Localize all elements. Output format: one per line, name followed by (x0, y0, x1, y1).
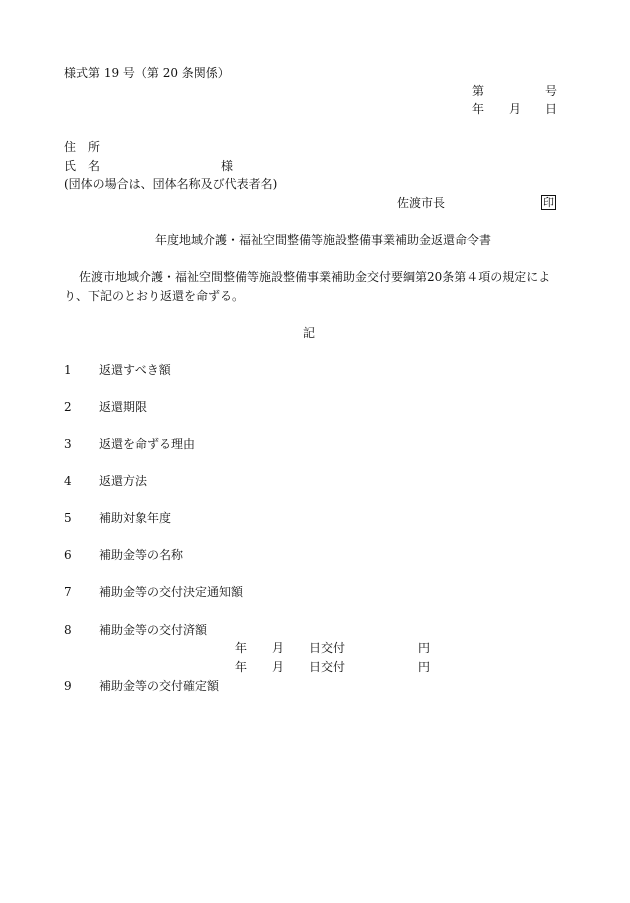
payment-1-yen: 円 (418, 641, 431, 655)
payment-2-month: 月 (272, 660, 285, 674)
date-year: 年 (472, 102, 485, 116)
name-label: 氏 名 (64, 159, 101, 173)
item-number: 1 (64, 363, 72, 377)
payment-1-month: 月 (272, 641, 285, 655)
payment-2-year: 年 (235, 660, 248, 674)
payment-2-day: 日交付 (309, 660, 346, 674)
seal-mark: 印 (543, 196, 554, 209)
item-number: 6 (64, 548, 72, 562)
item-number: 4 (64, 474, 72, 488)
item-1 (64, 363, 171, 377)
item-3 (64, 437, 195, 451)
item-label: 返還期限 (99, 400, 148, 414)
item-5 (64, 511, 171, 525)
item-label: 補助金等の交付済額 (99, 623, 208, 637)
payment-1-year: 年 (235, 641, 248, 655)
item-9 (64, 679, 219, 693)
item-label: 返還すべき額 (99, 363, 171, 377)
payment-1-day: 日交付 (309, 641, 346, 655)
item-8 (64, 623, 207, 637)
item-label: 補助金等の名称 (99, 548, 184, 562)
document-number-suffix: 号 (545, 84, 558, 98)
body-line-1: 佐渡市地域介護・福祉空間整備等施設整備事業補助金交付要綱第20条第４項の規定によ (79, 270, 551, 284)
item-label: 返還方法 (99, 474, 148, 488)
date-day: 日 (545, 102, 558, 116)
payment-2-yen: 円 (418, 660, 431, 674)
ki-heading: 記 (303, 326, 316, 340)
item-6 (64, 548, 183, 562)
date-month: 月 (509, 102, 522, 116)
item-number: 9 (64, 679, 72, 693)
address-label: 住 所 (64, 140, 101, 154)
honorific: 様 (221, 159, 234, 173)
document-number-prefix: 第 (472, 84, 485, 98)
item-number: 5 (64, 511, 72, 525)
item-number: 2 (64, 400, 72, 414)
item-label: 補助対象年度 (99, 511, 172, 525)
item-number: 3 (64, 437, 72, 451)
body-line-2: り、下記のとおり返還を命ずる。 (64, 289, 245, 303)
item-number: 7 (64, 585, 72, 599)
item-2 (64, 400, 147, 414)
issuer-title: 佐渡市長 (397, 196, 446, 210)
item-number: 8 (64, 623, 72, 637)
item-label: 補助金等の交付決定通知額 (99, 585, 244, 599)
item-4 (64, 474, 147, 488)
item-label: 返還を命ずる理由 (99, 437, 196, 451)
item-label: 補助金等の交付確定額 (99, 679, 220, 693)
group-note: (団体の場合は、団体名称及び代表者名) (64, 177, 278, 191)
document-title: 年度地域介護・福祉空間整備等施設整備事業補助金返還命令書 (155, 233, 492, 247)
form-number: 様式第 19 号（第 20 条関係） (64, 66, 230, 80)
item-7 (64, 585, 243, 599)
